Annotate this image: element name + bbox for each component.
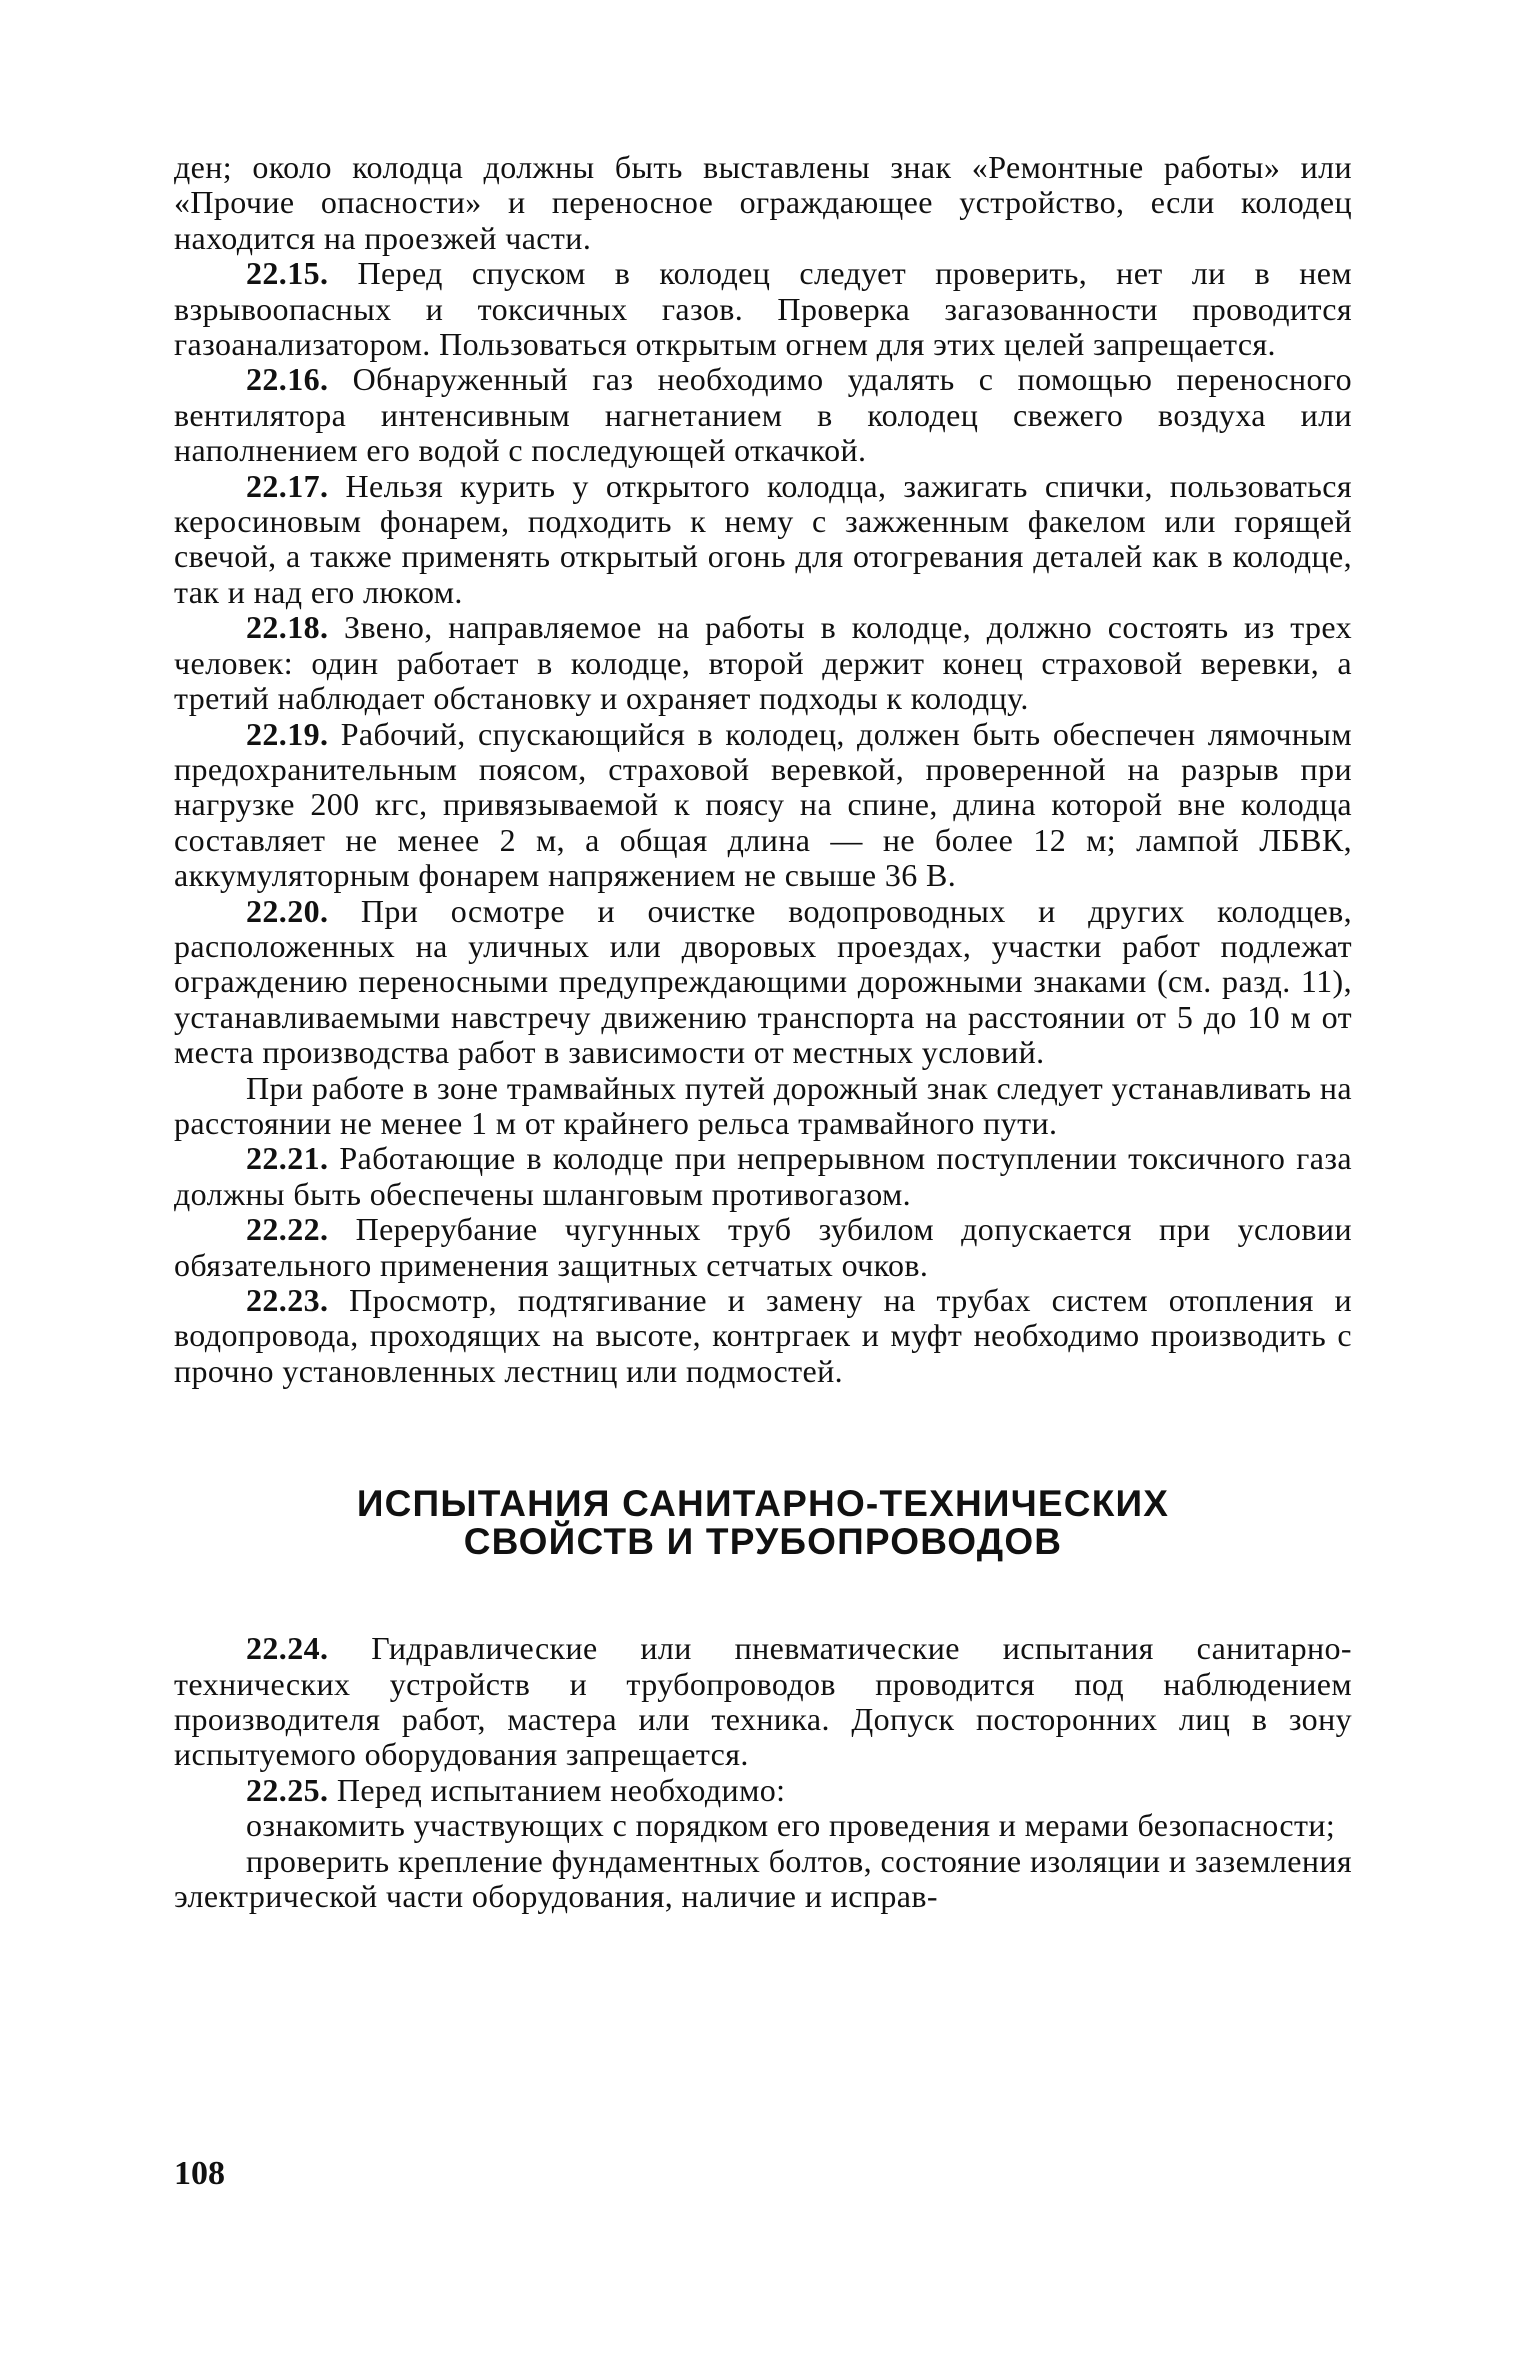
clause-number: 22.23. xyxy=(246,1282,329,1318)
paragraph-text: Звено, направляемое на работы в колодце, должно состоять из трех человек: один работает в колодце, второй держит конец страховой веревки, а третий наблюдает обстановку и охраняет подходы к колодцу. xyxy=(174,609,1352,717)
paragraph-22-23 xyxy=(174,1283,1352,1389)
paragraph-text: Обнаруженный газ необходимо удалять с помощью переносного вентилятора интенсивным нагнетанием в колодец свежего воздуха или наполнением его водой с последующей откачкой. xyxy=(174,361,1352,469)
section-heading xyxy=(174,1485,1352,1561)
paragraph-text: Перед испытанием необходимо: xyxy=(336,1771,786,1808)
paragraph-text: Просмотр, подтягивание и замену на трубах систем отопления и водопровода, проходящих на высоте, контргаек и муфт необходимо производить с прочно установленных лестниц или подмостей. xyxy=(174,1282,1352,1389)
page-number: 108 xyxy=(174,2155,225,2192)
paragraph-text: Работающие в колодце при непрерывном поступлении токсичного газа должны быть обеспечены шланговым противогазом. xyxy=(174,1140,1352,1212)
clause-number: 22.25. xyxy=(246,1771,329,1808)
paragraph-22-20 xyxy=(174,894,1352,1071)
clause-number: 22.20. xyxy=(246,892,329,929)
paragraph-22-24 xyxy=(174,1631,1352,1773)
clause-number: 22.24. xyxy=(246,1630,329,1667)
clause-number: 22.17. xyxy=(246,467,329,504)
paragraph-22-22 xyxy=(174,1212,1352,1283)
paragraph-text: Гидравлические или пневматические испытания санитарно-технических устройств и трубопроводов проводится под наблюдением производителя работ, мастера или техника. Допуск посторонних лиц в зону испытуемого оборудования запрещается. xyxy=(174,1630,1352,1773)
paragraph-text: Рабочий, спускающийся в колодец, должен быть обеспечен лямочным предохранительным поясом, страховой веревкой, проверенной на разрыв при нагрузке 200 кгс, привязываемой к поясу на спине, длина которой вне колодца составляет не менее 2 м, а общая длина — не более 12 м; лампой ЛБВК, аккумуляторным фонарем напряжением не свыше 36 В. xyxy=(174,715,1352,894)
paragraph-text: ден; около колодца должны быть выставлены знак «Ремонтные работы» или «Прочие опасности» и переносное ограждающее устройство, если колодец находится на проезжей части. xyxy=(174,149,1352,256)
clause-number: 22.19. xyxy=(246,715,329,752)
paragraph-text: Перед спуском в колодец следует проверить, нет ли в нем взрывоопасных и токсичных газов. Проверка загазованности проводится газоанализатором. Пользоваться открытым огнем для этих целей запрещается. xyxy=(174,255,1352,363)
clause-number: 22.21. xyxy=(246,1140,329,1177)
paragraph-22-21 xyxy=(174,1141,1352,1212)
paragraph-22-17 xyxy=(174,469,1352,611)
paragraph-text: При осмотре и очистке водопроводных и других колодцев, расположенных на уличных или дворовых проездах, участки работ подлежат ограждению переносными предупреждающими дорожными знаками (см. разд. 11), устанавливаемыми навстречу движению транспорта на расстоянии от 5 до 10 м от места производства работ в зависимости от местных условий. xyxy=(174,892,1352,1071)
section-heading-line-1: ИСПЫТАНИЯ САНИТАРНО-ТЕХНИЧЕСКИХ xyxy=(356,1483,1170,1525)
list-item-check-bolts xyxy=(174,1844,1352,1915)
paragraph-text: При работе в зоне трамвайных путей дорожный знак следует устанавливать на расстоянии не менее 1 м от крайнего рельса трамвайного пути. xyxy=(174,1069,1352,1141)
paragraph-text: проверить крепление фундаментных болтов, состояние изоляции и заземления электрической части оборудования, наличие и исправ- xyxy=(174,1842,1352,1915)
page-body xyxy=(174,150,1352,1914)
paragraph-22-19 xyxy=(174,717,1352,894)
paragraph-text: ознакомить участвующих с порядком его проведения и мерами безопасности; xyxy=(246,1807,1336,1844)
paragraph-22-16 xyxy=(174,362,1352,468)
clause-number: 22.22. xyxy=(246,1211,329,1248)
clause-number: 22.16. xyxy=(246,361,329,398)
paragraph-22-15 xyxy=(174,256,1352,362)
clause-number: 22.18. xyxy=(246,609,329,646)
paragraph-22-18 xyxy=(174,610,1352,716)
paragraph-text: Перерубание чугунных труб зубилом допускается при условии обязательного применения защитных сетчатых очков. xyxy=(174,1211,1352,1283)
paragraph-text: Нельзя курить у открытого колодца, зажигать спички, пользоваться керосиновым фонарем, подходить к нему с зажженным факелом или горящей свечой, а также применять открытый огонь для отогревания деталей как в колодце, так и над его люком. xyxy=(174,467,1352,610)
list-item-familiarize xyxy=(174,1808,1352,1843)
paragraph-tram-zone xyxy=(174,1071,1352,1142)
clause-number: 22.15. xyxy=(246,255,329,292)
paragraph-22-25 xyxy=(174,1773,1352,1808)
section-heading-line-2: СВОЙСТВ И ТРУБОПРОВОДОВ xyxy=(463,1521,1063,1563)
paragraph-continuation xyxy=(174,150,1352,256)
